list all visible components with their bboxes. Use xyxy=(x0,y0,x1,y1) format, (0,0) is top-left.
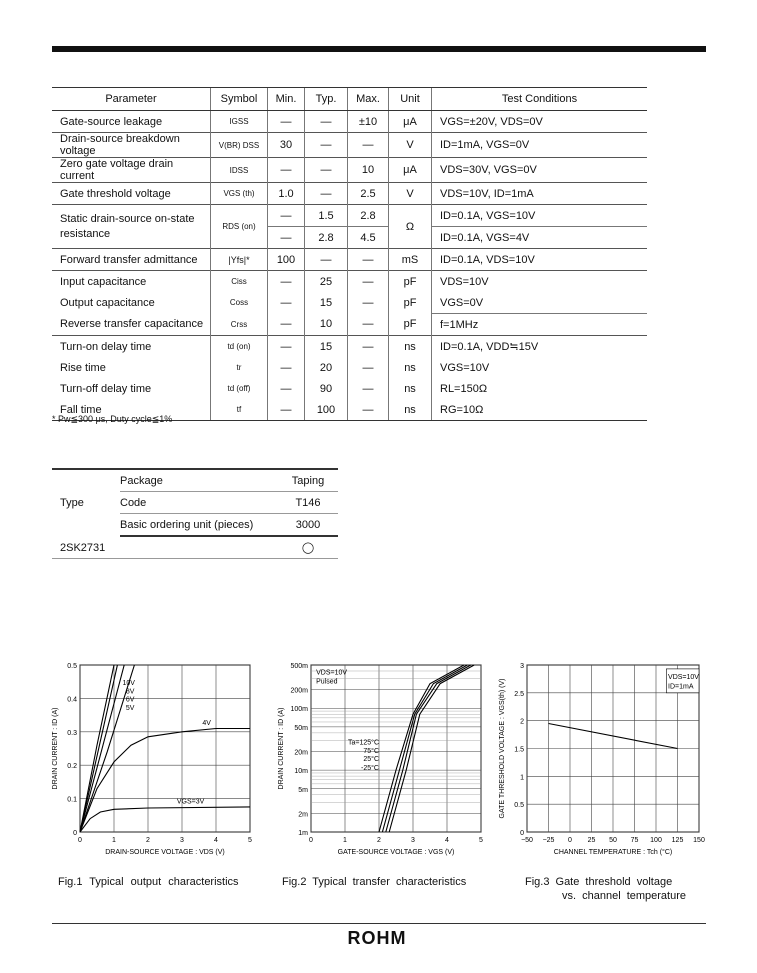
min-cell: — xyxy=(268,205,305,227)
table-row xyxy=(52,183,647,205)
param-cell: Turn-on delay time xyxy=(52,336,211,358)
x-tick-label: 2 xyxy=(377,837,381,844)
cond-cell: ID=0.1A, VGS=4V xyxy=(432,227,648,249)
cond-cell: ID=0.1A, VDS=10V xyxy=(432,249,648,271)
footer-rule xyxy=(52,923,706,924)
series-label: 75°C xyxy=(363,747,379,755)
header-unit: Unit xyxy=(389,88,432,111)
y-tick-label: 500m xyxy=(290,663,308,670)
y-tick-label: 1m xyxy=(298,830,308,837)
typ-cell: — xyxy=(305,111,348,133)
unit-cell: V xyxy=(389,133,432,158)
series-label: 6V xyxy=(125,696,135,704)
x-axis-label: GATE-SOURCE VOLTAGE : VGS (V) xyxy=(337,849,455,856)
series-line-2 xyxy=(386,665,471,832)
unit-cell: Ω xyxy=(389,205,432,249)
annotation-line: ID=1mA xyxy=(668,683,694,691)
header-min: Min. xyxy=(268,88,305,111)
typ-cell: 1.5 xyxy=(305,205,348,227)
y-tick-label: 5m xyxy=(298,786,308,794)
x-tick-label: 5 xyxy=(248,837,252,844)
typ-cell: — xyxy=(305,158,348,183)
cond-cell: f=1MHz xyxy=(432,314,648,336)
chart-svg xyxy=(48,656,263,868)
table-row xyxy=(52,536,338,559)
param-cell: Static drain-source on-state resistance xyxy=(52,205,211,249)
series-label: VGS=3V xyxy=(176,798,205,806)
packaging-table xyxy=(52,468,338,559)
part-number: 2SK2731 xyxy=(52,536,278,559)
min-cell: — xyxy=(268,314,305,336)
x-axis-label: CHANNEL TEMPERATURE : Tch (°C) xyxy=(553,849,673,856)
symbol-cell: |Yfs|* xyxy=(211,249,268,271)
x-tick-label: 3 xyxy=(180,837,184,844)
table-row xyxy=(52,205,647,227)
unit-cell: V xyxy=(389,183,432,205)
min-cell: 30 xyxy=(268,133,305,158)
symbol-cell: V(BR) DSS xyxy=(211,133,268,158)
package-label: Package xyxy=(120,469,278,492)
min-cell: 100 xyxy=(268,249,305,271)
rohm-logo: ROHM xyxy=(347,928,407,948)
x-tick-label: 0 xyxy=(78,837,82,844)
param-cell: Reverse transfer capacitance xyxy=(60,318,204,331)
table-row xyxy=(52,469,338,492)
y-tick-label: 0.2 xyxy=(67,763,77,771)
param-cell: Output capacitance xyxy=(60,296,155,309)
y-tick-label: 10m xyxy=(294,768,308,776)
chart-transfer-characteristics xyxy=(275,656,490,868)
table-row xyxy=(52,271,647,293)
typ-cell: 10 xyxy=(305,314,348,336)
y-axis-label: DRAIN CURRENT : ID (A) xyxy=(52,707,59,790)
symbol-cell: tr xyxy=(211,357,268,378)
param-cell: Forward transfer admittance xyxy=(52,249,211,271)
header-test-conditions: Test Conditions xyxy=(432,88,648,111)
x-tick-label: 4 xyxy=(445,837,449,844)
min-cell: 1.0 xyxy=(268,183,305,205)
param-cell: Fall time xyxy=(52,399,211,421)
max-cell: 10 xyxy=(348,158,389,183)
y-tick-label: 0.4 xyxy=(67,696,77,704)
max-cell: — xyxy=(348,336,389,358)
unit-cell: pF xyxy=(389,292,432,314)
y-tick-label: 2.5 xyxy=(514,690,524,698)
code-value: T146 xyxy=(278,492,338,514)
min-cell: — xyxy=(268,399,305,421)
unit-cell: mS xyxy=(389,249,432,271)
y-tick-label: 200m xyxy=(290,687,308,695)
cond-cell: ID=0.1A, VGS=10V xyxy=(432,205,648,227)
cond-cell: VDS=30V, VGS=0V xyxy=(432,158,648,183)
y-tick-label: 2 xyxy=(520,718,524,726)
max-cell: — xyxy=(348,314,389,336)
table-row xyxy=(52,336,647,358)
min-cell: — xyxy=(268,357,305,378)
header-typ: Typ. xyxy=(305,88,348,111)
symbol-cell: IDSS xyxy=(211,158,268,183)
x-tick-label: 75 xyxy=(630,837,639,844)
x-tick-label: −50 xyxy=(521,837,533,844)
x-tick-label: 0 xyxy=(309,837,313,844)
x-tick-label: 3 xyxy=(411,837,415,844)
series-line-3 xyxy=(389,665,474,832)
symbol-cell: IGSS xyxy=(211,111,268,133)
symbol-cell: Crss xyxy=(211,314,268,336)
min-cell: — xyxy=(268,227,305,249)
y-tick-label: 0 xyxy=(73,830,77,837)
type-label: Type xyxy=(52,469,120,536)
series-line-5 xyxy=(80,807,250,832)
series-label: 4V xyxy=(202,720,211,728)
x-tick-label: 2 xyxy=(146,837,150,844)
symbol-cell: VGS (th) xyxy=(211,183,268,205)
table-row xyxy=(52,111,647,133)
unit-cell: ns xyxy=(389,357,432,378)
param-cell: Drain-source breakdown voltage xyxy=(52,133,211,158)
cond-cell: VGS=0V xyxy=(432,292,648,314)
annotation-line: Pulsed xyxy=(316,678,338,686)
y-tick-label: 0.3 xyxy=(67,729,77,737)
symbol-cell: RDS (on) xyxy=(211,205,268,249)
y-tick-label: 0.1 xyxy=(67,796,77,804)
cond-cell: VDS=10V, ID=1mA xyxy=(432,183,648,205)
unit-label: Basic ordering unit (pieces) xyxy=(120,514,278,537)
min-cell: — xyxy=(268,271,305,293)
annotation-line: VDS=10V xyxy=(668,673,699,681)
cond-cell: VGS=10V xyxy=(432,357,648,378)
cond-cell: RG=10Ω xyxy=(432,399,648,421)
header-rule xyxy=(52,46,706,52)
electrical-characteristics-table xyxy=(52,87,647,421)
unit-cell: pF xyxy=(389,314,432,336)
series-line-1 xyxy=(80,665,117,832)
x-tick-label: 1 xyxy=(112,837,116,844)
table-row xyxy=(52,249,647,271)
x-tick-label: 4 xyxy=(214,837,218,844)
y-tick-label: 50m xyxy=(294,724,308,732)
series-label: 8V xyxy=(125,688,135,696)
unit-cell: ns xyxy=(389,399,432,421)
x-tick-label: 125 xyxy=(671,837,684,844)
header-max: Max. xyxy=(348,88,389,111)
min-cell: — xyxy=(268,158,305,183)
fig2-caption: Fig.2 Typical transfer characteristics xyxy=(282,876,467,888)
symbol-cell: td (off) xyxy=(211,378,268,399)
part-mark: ◯ xyxy=(278,536,338,559)
package-value: Taping xyxy=(278,469,338,492)
symbol-cell: td (on) xyxy=(211,336,268,358)
series-line-0 xyxy=(379,665,464,832)
table-row xyxy=(52,357,647,378)
y-axis-label: GATE THRESHOLD VOLTAGE : VGS(th) (V) xyxy=(499,678,506,819)
min-cell: — xyxy=(268,378,305,399)
min-cell: — xyxy=(268,111,305,133)
symbol-cell: Ciss xyxy=(211,271,268,293)
table-row xyxy=(52,292,647,314)
unit-cell: pF xyxy=(389,271,432,293)
max-cell: 4.5 xyxy=(348,227,389,249)
series-label: 5V xyxy=(125,705,135,713)
y-tick-label: 0.5 xyxy=(514,802,524,810)
fig3-caption-line2: vs. channel temperature xyxy=(562,890,687,902)
chart-svg xyxy=(275,656,490,868)
param-cell: Rise time xyxy=(60,361,106,374)
cond-cell: RL=150Ω xyxy=(432,378,648,399)
cond-cell: VDS=10V xyxy=(432,271,648,293)
param-cell: Input capacitance xyxy=(52,271,211,293)
y-tick-label: 0 xyxy=(520,830,524,837)
param-cell: Zero gate voltage drain current xyxy=(52,158,211,183)
param-cell: Turn-off delay time xyxy=(60,382,152,395)
footnote: * Pw≦300 μs, Duty cycle≦1% xyxy=(52,414,173,424)
x-tick-label: 1 xyxy=(343,837,347,844)
unit-value: 3000 xyxy=(278,514,338,537)
cond-cell: VGS=±20V, VDS=0V xyxy=(432,111,648,133)
fig1-caption: Fig.1 Typical output characteristics xyxy=(58,876,239,888)
symbol-cell: tf xyxy=(211,399,268,421)
x-tick-label: 150 xyxy=(693,837,705,844)
y-tick-label: 100m xyxy=(290,706,308,714)
unit-cell: ns xyxy=(389,336,432,358)
series-label: Ta=125°C xyxy=(347,739,379,747)
header-parameter: Parameter xyxy=(52,88,211,111)
typ-cell: 20 xyxy=(305,357,348,378)
max-cell: — xyxy=(348,357,389,378)
symbol-cell: Coss xyxy=(211,292,268,314)
x-tick-label: 25 xyxy=(587,837,596,844)
y-axis-label: DRAIN CURRENT : ID (A) xyxy=(278,707,285,790)
y-tick-label: 1 xyxy=(520,774,524,782)
y-tick-label: 20m xyxy=(294,749,308,757)
y-tick-label: 1.5 xyxy=(514,746,524,754)
y-tick-label: 2m xyxy=(298,811,308,819)
x-axis-label: DRAIN-SOURCE VOLTAGE : VDS (V) xyxy=(105,849,225,856)
unit-cell: ns xyxy=(389,378,432,399)
series-label: -25°C xyxy=(361,765,379,773)
table-row xyxy=(52,133,647,158)
chart-threshold-vs-temperature xyxy=(495,656,710,868)
max-cell: — xyxy=(348,292,389,314)
x-tick-label: 5 xyxy=(479,837,483,844)
min-cell: — xyxy=(268,336,305,358)
series-line-2 xyxy=(80,665,124,832)
unit-cell: μA xyxy=(389,111,432,133)
max-cell: — xyxy=(348,249,389,271)
series-line-4 xyxy=(80,729,250,833)
typ-cell: — xyxy=(305,133,348,158)
header-symbol: Symbol xyxy=(211,88,268,111)
x-tick-label: 100 xyxy=(650,837,662,844)
table-row xyxy=(52,158,647,183)
series-label: 10V xyxy=(122,680,135,688)
param-cell: Gate threshold voltage xyxy=(52,183,211,205)
max-cell: — xyxy=(348,133,389,158)
x-tick-label: −25 xyxy=(542,837,555,844)
typ-cell: 25 xyxy=(305,271,348,293)
typ-cell: 90 xyxy=(305,378,348,399)
min-cell: — xyxy=(268,292,305,314)
max-cell: 2.5 xyxy=(348,183,389,205)
max-cell: 2.8 xyxy=(348,205,389,227)
max-cell: — xyxy=(348,271,389,293)
fig3-caption-line1: Fig.3 Gate threshold voltage xyxy=(525,876,673,888)
max-cell: — xyxy=(348,399,389,421)
x-tick-label: 50 xyxy=(609,837,617,844)
chart-output-characteristics xyxy=(48,656,263,868)
typ-cell: 15 xyxy=(305,292,348,314)
series-line-1 xyxy=(382,665,467,832)
max-cell: ±10 xyxy=(348,111,389,133)
table-row xyxy=(52,378,647,399)
typ-cell: 100 xyxy=(305,399,348,421)
chart-svg xyxy=(495,656,710,868)
y-tick-label: 3 xyxy=(520,663,524,670)
table-row xyxy=(52,314,647,336)
annotation-line: VDS=10V xyxy=(316,669,348,677)
series-label: 25°C xyxy=(363,756,379,764)
typ-cell: — xyxy=(305,249,348,271)
code-label: Code xyxy=(120,492,278,514)
typ-cell: 2.8 xyxy=(305,227,348,249)
x-tick-label: 0 xyxy=(568,837,572,844)
cond-cell: ID=1mA, VGS=0V xyxy=(432,133,648,158)
typ-cell: — xyxy=(305,183,348,205)
typ-cell: 15 xyxy=(305,336,348,358)
unit-cell: μA xyxy=(389,158,432,183)
param-cell: Gate-source leakage xyxy=(60,115,163,128)
cond-cell: ID=0.1A, VDD≒15V xyxy=(432,336,648,358)
y-tick-label: 0.5 xyxy=(67,663,77,670)
table-header-row xyxy=(52,88,647,111)
max-cell: — xyxy=(348,378,389,399)
